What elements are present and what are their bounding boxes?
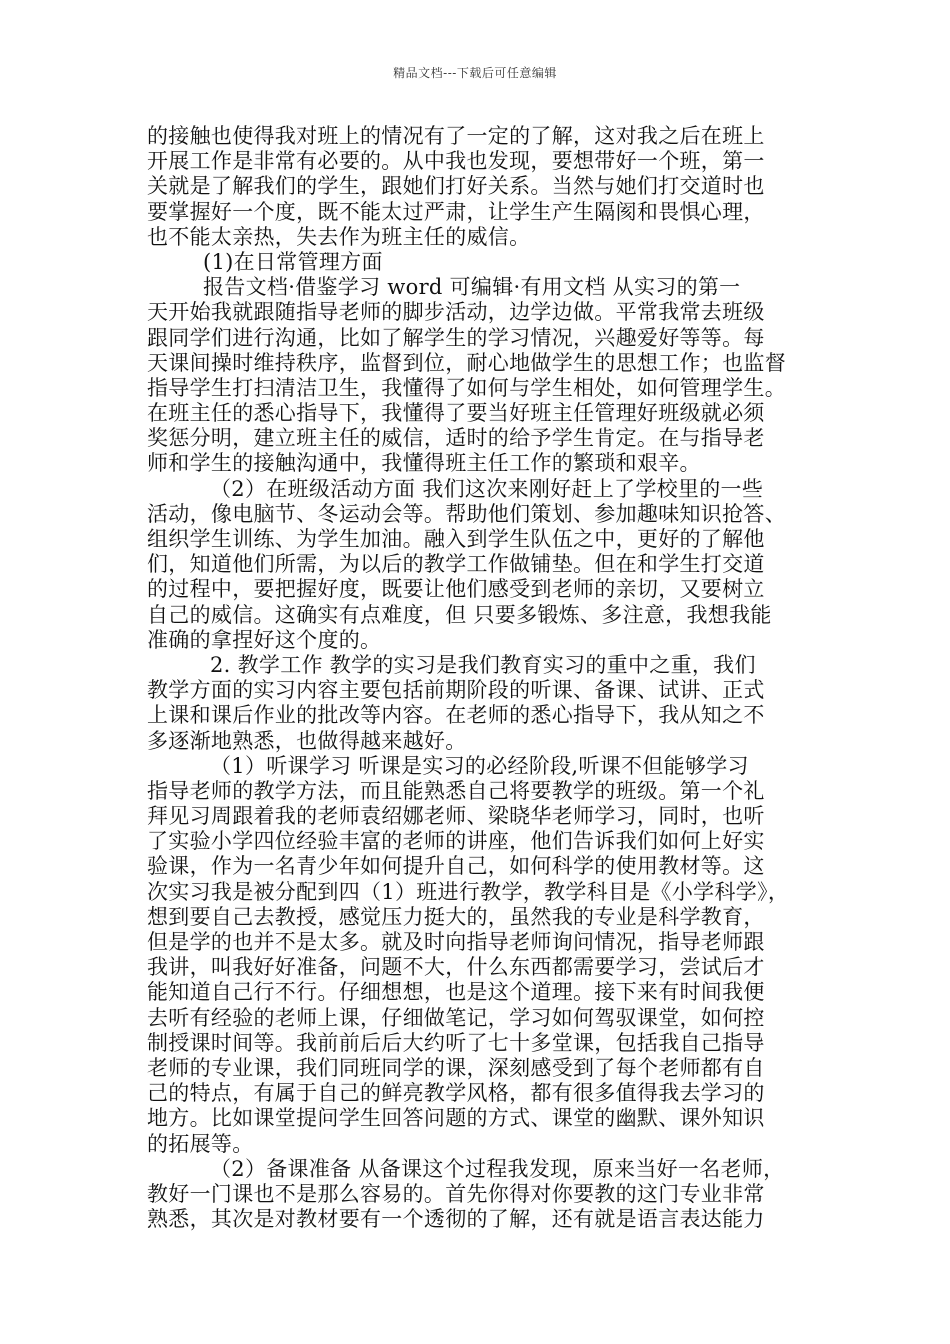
text-line: 拜见习周跟着我的老师袁绍娜老师、梁晓华老师学习，同时，也听 xyxy=(147,804,765,829)
text-line: 了实验小学四位经验丰富的老师的讲座，他们告诉我们如何上好实 xyxy=(147,829,765,854)
text-line: 我讲，叫我好好准备，问题不大，什么东西都需要学习，尝试后才 xyxy=(147,955,765,980)
text-line: 去听有经验的老师上课，仔细做笔记，学习如何驾驭课堂，如何控 xyxy=(147,1005,765,1030)
text-line: （2）在班级活动方面 我们这次来刚好赶上了学校里的一些 xyxy=(210,476,764,501)
text-line: 指导老师的教学方法，而且能熟悉自己将要教学的班级。第一个礼 xyxy=(147,778,765,803)
text-line: 也不能太亲热，失去作为班主任的威信。 xyxy=(147,224,531,249)
text-line: 师和学生的接触沟通中，我懂得班主任工作的繁琐和艰辛。 xyxy=(147,451,701,476)
text-line: 指导学生打扫清洁卫生，我懂得了如何与学生相处，如何管理学生。 xyxy=(147,375,786,400)
text-line: （2）备课准备 从备课这个过程我发现，原来当好一名老师， xyxy=(210,1156,785,1181)
text-line: 的接触也使得我对班上的情况有了一定的了解，这对我之后在班上 xyxy=(147,124,765,148)
text-line: 在班主任的悉心指导下，我懂得了要当好班主任管理好班级就必须 xyxy=(147,401,765,426)
text-line: 教好一门课也不是那么容易的。首先你得对你要教的这门专业非常 xyxy=(147,1181,765,1206)
page-header: 精品文档---下载后可任意编辑 xyxy=(393,66,557,80)
text-line: 教学方面的实习内容主要包括前期阶段的听课、备课、试讲、正式 xyxy=(147,678,765,703)
text-line: 熟悉，其次是对教材要有一个透彻的了解，还有就是语言表达能力 xyxy=(147,1207,765,1232)
text-line: 天开始我就跟随指导老师的脚步活动，边学边做。平常我常去班级 xyxy=(147,300,765,325)
text-line: 的过程中，要把握好度，既要让他们感受到老师的亲切，又要树立 xyxy=(147,577,765,602)
text-line: 天课间操时维持秩序，监督到位，耐心地做学生的思想工作；也监督 xyxy=(147,350,786,375)
text-line: 制授课时间等。我前前后后大约听了七十多堂课，包括我自己指导 xyxy=(147,1030,765,1055)
text-line: 活动，像电脑节、冬运动会等。帮助他们策划、参加趣味知识抢答、 xyxy=(147,501,786,526)
text-line: 奖惩分明，建立班主任的威信，适时的给予学生肯定。在与指导老 xyxy=(147,426,765,451)
text-line: 老师的专业课，我们同班同学的课，深刻感受到了每个老师都有自 xyxy=(147,1055,765,1080)
text-line: 要掌握好一个度，既不能太过严肃，让学生产生隔阂和畏惧心理， xyxy=(147,199,765,224)
text-line: 开展工作是非常有必要的。从中我也发现，要想带好一个班，第一 xyxy=(147,149,765,174)
text-line: 准确的拿捏好这个度的。 xyxy=(147,627,382,652)
text-line: 2. 教学工作 教学的实习是我们教育实习的重中之重，我们 xyxy=(210,652,756,677)
text-line: 报告文档·借鉴学习 word 可编辑·有用文档 从实习的第一 xyxy=(203,275,741,300)
text-line: 关就是了解我们的学生，跟她们打好关系。当然与她们打交道时也 xyxy=(147,174,765,199)
text-line: 们，知道他们所需，为以后的教学工作做铺垫。但在和学生打交道 xyxy=(147,552,765,577)
text-line: 能知道自己行不行。仔细想想，也是这个道理。接下来有时间我便 xyxy=(147,980,765,1005)
text-line: 但是学的也并不是太多。就及时向指导老师询问情况，指导老师跟 xyxy=(147,930,765,954)
text-line: 次实习我是被分配到四（1）班进行教学，教学科目是《小学科学》， xyxy=(147,879,790,904)
text-line: 己的特点，有属于自己的鲜亮教学风格，都有很多值得我去学习的 xyxy=(147,1081,765,1106)
text-line: （1）听课学习 听课是实习的必经阶段,听课不但能够学习 xyxy=(210,753,749,778)
text-line: 组织学生训练、为学生加油。融入到学生队伍之中，更好的了解他 xyxy=(147,527,765,551)
text-line: 想到要自己去教授，感觉压力挺大的，虽然我的专业是科学教育， xyxy=(147,904,765,929)
text-line: 的拓展等。 xyxy=(147,1131,254,1156)
text-line: 地方。比如课堂提问学生回答问题的方式、课堂的幽默、课外知识 xyxy=(147,1106,765,1131)
text-line: (1)在日常管理方面 xyxy=(203,249,383,274)
text-line: 验课，作为一名青少年如何提升自己，如何科学的使用教材等。这 xyxy=(147,854,765,879)
text-line: 自己的威信。这确实有点难度，但 只要多锻炼、多注意，我想我能 xyxy=(147,602,772,627)
text-line: 多逐渐地熟悉，也做得越来越好。 xyxy=(147,728,467,753)
text-line: 跟同学们进行沟通，比如了解学生的学习情况，兴趣爱好等等。每 xyxy=(147,325,765,350)
text-line: 上课和课后作业的批改等内容。在老师的悉心指导下，我从知之不 xyxy=(147,703,765,728)
document-body xyxy=(147,124,823,1232)
